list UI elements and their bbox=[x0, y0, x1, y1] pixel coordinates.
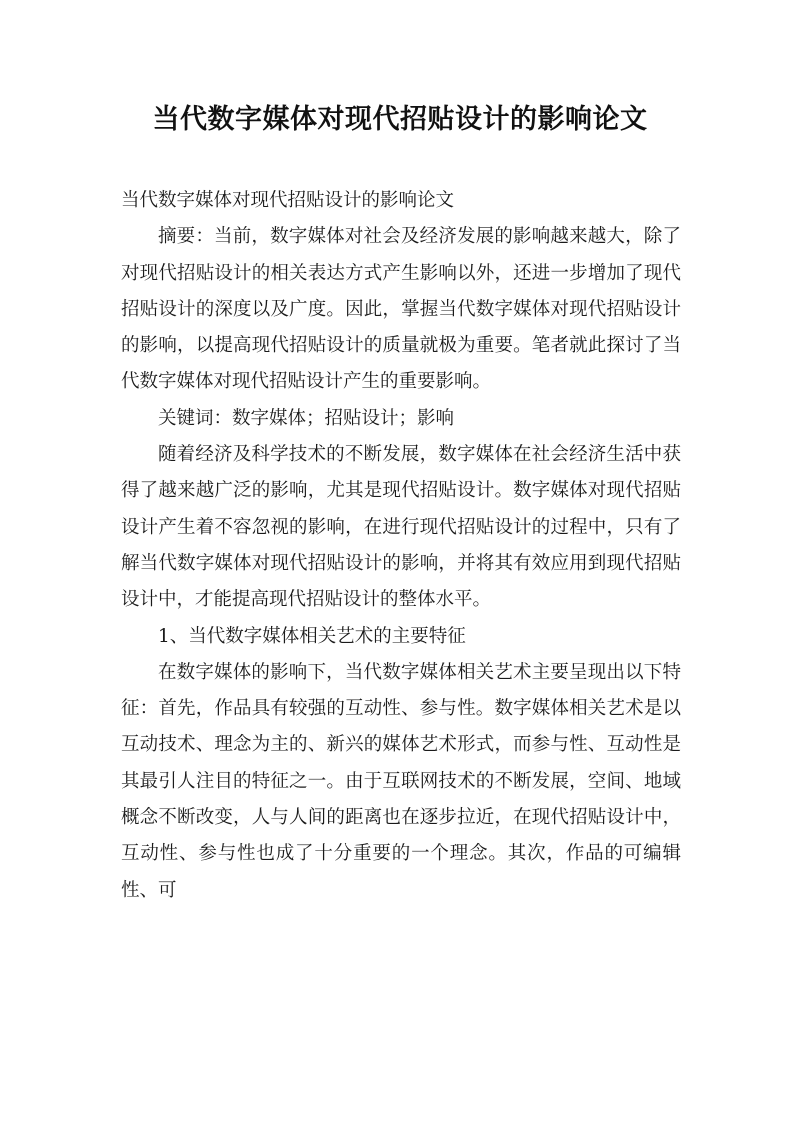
document-title: 当代数字媒体对现代招贴设计的影响论文 bbox=[152, 104, 648, 135]
paragraph-abstract: 摘要：当前，数字媒体对社会及经济发展的影响越来越大，除了对现代招贴设计的相关表达方式产生影响以外，还进一步增加了现代招贴设计的深度以及广度。因此，掌握当代数字媒体对现代招贴设计的影响，以提高现代招贴设计的质量就极为重要。笔者就此探讨了当代数字媒体对现代招贴设计产生的重要影响。 bbox=[121, 226, 681, 393]
paragraph-subtitle: 当代数字媒体对现代招贴设计的影响论文 bbox=[121, 190, 455, 211]
paragraph-keywords: 关键词：数字媒体；招贴设计；影响 bbox=[158, 407, 455, 429]
document-body bbox=[121, 183, 681, 909]
paragraph-section-1: 在数字媒体的影响下，当代数字媒体相关艺术主要呈现出以下特征：首先，作品具有较强的互动性、参与性。数字媒体相关艺术是以互动技术、理念为主的、新兴的媒体艺术形式，而参与性、互动性是其最引人注目的特征之一。由于互联网技术的不断发展，空间、地域概念不断改变，人与人间的距离也在逐步拉近，在现代招贴设计中，互动性、参与性也成了十分重要的一个理念。其次，作品的可编辑性、可 bbox=[121, 661, 681, 901]
paragraph-introduction: 随着经济及科学技术的不断发展，数字媒体在社会经济生活中获得了越来越广泛的影响，尤其是现代招贴设计。数字媒体对现代招贴设计产生着不容忽视的影响，在进行现代招贴设计的过程中，只有了解当代数字媒体对现代招贴设计的影响，并将其有效应用到现代招贴设计中，才能提高现代招贴设计的整体水平。 bbox=[121, 444, 681, 611]
section-heading-1: 1、当代数字媒体相关艺术的主要特征 bbox=[158, 625, 466, 647]
